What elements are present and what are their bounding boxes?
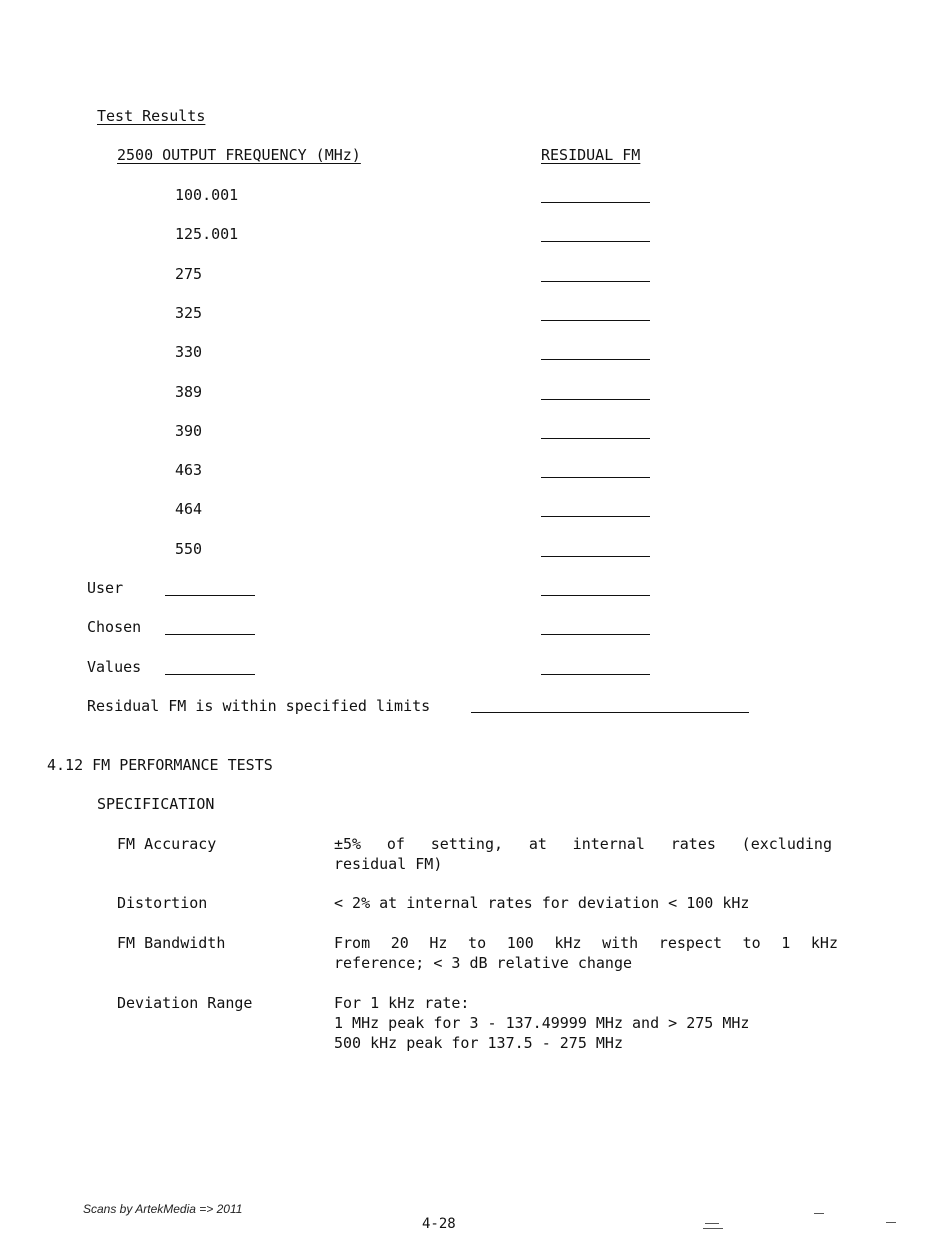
limits-text: Residual FM is within specified limits: [87, 697, 431, 715]
scan-speck: [703, 1228, 723, 1229]
user-frequency-blank[interactable]: [165, 634, 255, 635]
user-row-label: Chosen: [87, 618, 142, 637]
spec-description-line: 1 MHz peak for 3 - 137.49999 MHz and > 275 MHz: [334, 1014, 750, 1032]
frequency-value: 330: [175, 343, 203, 362]
residual-fm-blank[interactable]: [541, 241, 650, 242]
spec-description-line: ±5% of setting, at internal rates (excluding: [334, 835, 832, 853]
limits-blank[interactable]: [471, 712, 749, 713]
spec-heading: SPECIFICATION: [97, 795, 215, 813]
credit-text: Scans by ArtekMedia => 2011: [83, 1202, 243, 1216]
frequency-value: 325: [175, 303, 203, 322]
residual-fm-blank[interactable]: [541, 595, 650, 596]
residual-fm-blank[interactable]: [541, 281, 650, 282]
residual-fm-blank[interactable]: [541, 320, 650, 321]
section-heading: 4.12 FM PERFORMANCE TESTS: [47, 756, 273, 774]
frequency-value: 550: [175, 539, 203, 558]
scan-speck: [886, 1222, 896, 1223]
residual-fm-blank[interactable]: [541, 556, 650, 557]
user-frequency-blank[interactable]: [165, 595, 255, 596]
user-row-label: User: [87, 579, 124, 597]
spec-label: Deviation Range: [117, 994, 253, 1012]
col-header-residual-fm: RESIDUAL FM: [541, 146, 641, 164]
residual-fm-blank[interactable]: [541, 399, 650, 400]
residual-fm-blank[interactable]: [541, 477, 650, 478]
spec-description-line: < 2% at internal rates for deviation < 100 kHz: [334, 894, 750, 912]
spec-description-line: residual FM): [334, 855, 443, 873]
frequency-value: 275: [175, 264, 203, 283]
frequency-value: 125.001: [175, 225, 239, 244]
residual-fm-blank[interactable]: [541, 359, 650, 360]
frequency-value: 463: [175, 461, 203, 480]
page-number: 4-28: [422, 1216, 456, 1232]
residual-fm-blank[interactable]: [541, 202, 650, 203]
spec-label: Distortion: [117, 894, 208, 912]
col-header-frequency: 2500 OUTPUT FREQUENCY (MHz): [117, 146, 361, 164]
user-frequency-blank[interactable]: [165, 674, 255, 675]
spec-label: FM Bandwidth: [117, 934, 226, 952]
frequency-value: 464: [175, 500, 203, 519]
user-row-label: Values: [87, 657, 142, 676]
frequency-value: 100.001: [175, 186, 239, 204]
scan-speck: [814, 1213, 824, 1214]
test-results-title: Test Results: [97, 107, 206, 125]
residual-fm-blank[interactable]: [541, 634, 650, 635]
spec-description-line: reference; < 3 dB relative change: [334, 954, 633, 972]
spec-label: FM Accuracy: [117, 835, 217, 853]
spec-description-line: From 20 Hz to 100 kHz with respect to 1 kHz: [334, 934, 838, 952]
residual-fm-blank[interactable]: [541, 674, 650, 675]
spec-description-line: 500 kHz peak for 137.5 - 275 MHz: [334, 1034, 623, 1052]
frequency-value: 390: [175, 421, 203, 440]
spec-description-line: For 1 kHz rate:: [334, 994, 470, 1012]
residual-fm-blank[interactable]: [541, 438, 650, 439]
frequency-value: 389: [175, 382, 203, 401]
scan-speck: [705, 1223, 719, 1224]
residual-fm-blank[interactable]: [541, 516, 650, 517]
